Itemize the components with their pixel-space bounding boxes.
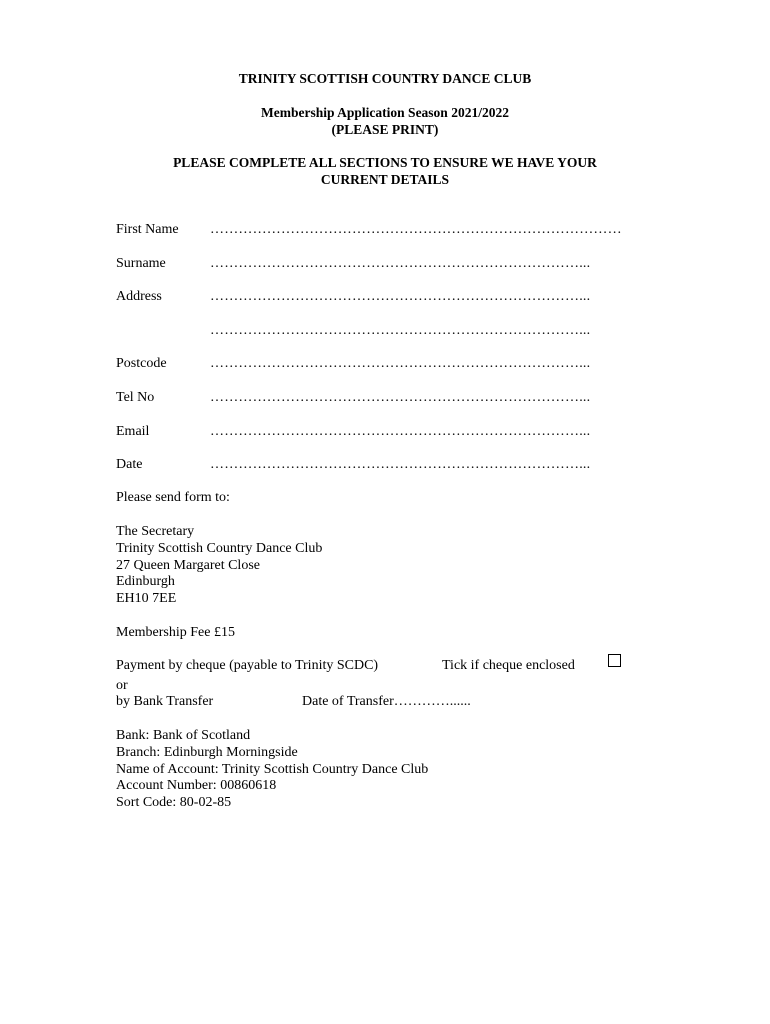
bank-line: Branch: Edinburgh Morningside — [116, 745, 298, 760]
postcode-field[interactable]: ……………………………………………………………………... — [210, 356, 591, 371]
address-line: Edinburgh — [116, 574, 175, 589]
surname-field[interactable]: ……………………………………………………………………... — [210, 256, 591, 271]
form-title: Membership Application Season 2021/2022 — [261, 105, 509, 120]
bank-line: Bank: Bank of Scotland — [116, 728, 251, 743]
transfer-date-field[interactable]: Date of Transfer…………...... — [302, 694, 471, 709]
address-line: Trinity Scottish Country Dance Club — [116, 541, 323, 556]
email-field[interactable]: ……………………………………………………………………... — [210, 424, 591, 439]
send-form-intro: Please send form to: — [116, 490, 230, 505]
or-text: or — [116, 678, 128, 693]
address-field-line-2[interactable]: ……………………………………………………………………... — [210, 323, 591, 338]
address-line: 27 Queen Margaret Close — [116, 558, 260, 573]
bank-line: Name of Account: Trinity Scottish Country Dance Club — [116, 762, 429, 777]
tick-cheque-label: Tick if cheque enclosed — [442, 658, 575, 673]
address-field-line-1[interactable]: ……………………………………………………………………... — [210, 289, 591, 304]
first-name-label: First Name — [116, 222, 179, 237]
date-field[interactable]: ……………………………………………………………………... — [210, 457, 591, 472]
address-label: Address — [116, 289, 162, 304]
tel-field[interactable]: ……………………………………………………………………... — [210, 390, 591, 405]
instruction-line-2: CURRENT DETAILS — [320, 172, 450, 187]
print-note: (PLEASE PRINT) — [331, 122, 439, 137]
club-title: TRINITY SCOTTISH COUNTRY DANCE CLUB — [238, 71, 532, 86]
surname-label: Surname — [116, 256, 166, 271]
instruction-line-1: PLEASE COMPLETE ALL SECTIONS TO ENSURE WE HAVE YOUR — [173, 155, 597, 170]
address-line: EH10 7EE — [116, 591, 177, 606]
date-label: Date — [116, 457, 143, 472]
cheque-enclosed-checkbox[interactable] — [608, 654, 621, 667]
first-name-field[interactable]: …………………………………………………………………………… — [210, 222, 622, 237]
bank-transfer-text: by Bank Transfer — [116, 694, 214, 709]
bank-line: Sort Code: 80-02-85 — [116, 795, 232, 810]
address-line: The Secretary — [116, 524, 195, 539]
membership-fee: Membership Fee £15 — [116, 625, 235, 640]
tel-label: Tel No — [116, 390, 155, 405]
email-label: Email — [116, 424, 150, 439]
bank-line: Account Number: 00860618 — [116, 778, 277, 793]
payment-cheque-text: Payment by cheque (payable to Trinity SCDC) — [116, 658, 379, 673]
postcode-label: Postcode — [116, 356, 167, 371]
